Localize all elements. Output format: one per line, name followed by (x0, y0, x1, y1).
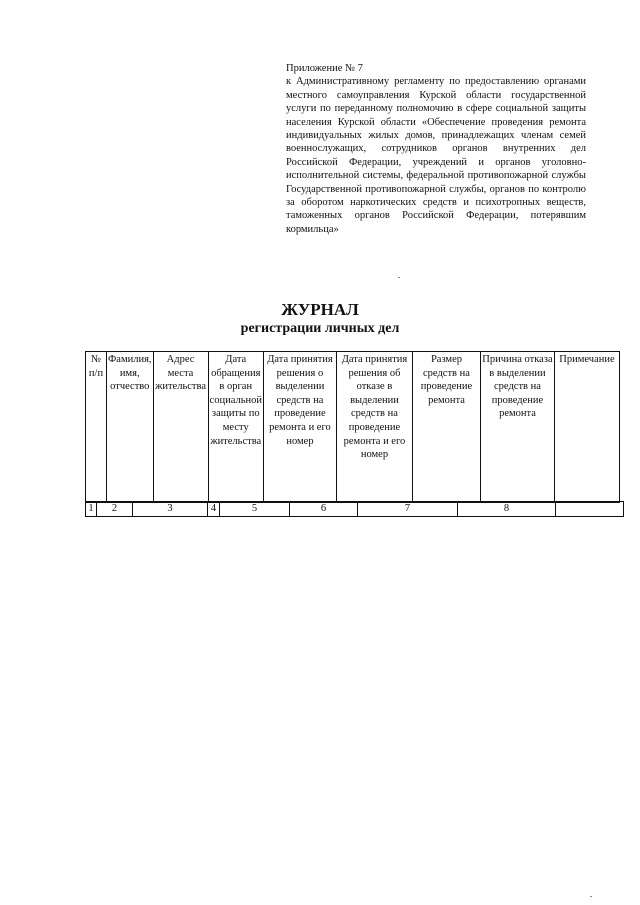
column-number: 8 (458, 502, 556, 517)
column-header: Дата принятия решения о выделении средств на проведение ремонта и его номер (263, 352, 336, 503)
journal-table (85, 351, 620, 503)
column-number: 5 (220, 502, 290, 517)
column-header: Причина отказа в выделении средств на проведение ремонта (480, 352, 554, 503)
column-header: № п/п (86, 352, 107, 503)
column-header: Дата обращения в орган социальной защиты по месту жительства (208, 352, 263, 503)
column-number: 1 (86, 502, 97, 517)
column-header: Фамилия, имя, отчество (107, 352, 154, 503)
table-header-row (86, 352, 620, 503)
column-number: 4 (208, 502, 220, 517)
appendix-title: Приложение № 7 (286, 63, 363, 74)
scan-speck (590, 896, 592, 897)
column-header: Примечание (554, 352, 619, 503)
column-header: Дата принятия решения об отказе в выделении средств на проведение ремонта и его номер (336, 352, 412, 503)
journal-subtitle: регистрации личных дел (240, 321, 400, 336)
appendix-block (286, 62, 586, 236)
column-number: 3 (133, 502, 208, 517)
column-number (556, 502, 624, 517)
column-number: 7 (358, 502, 458, 517)
journal-title: ЖУРНАЛ (281, 300, 359, 319)
column-header: Размер средств на проведение ремонта (412, 352, 480, 503)
appendix-text: к Административному регламенту по предоставлению органами местного самоуправления Курской области государственной услуги по переданному полномочию в сфере социальной защиты населения Курской области «Обеспечение проведения ремонта индивидуальных жилых домов, принадлежащих членам семей военнослужащих, сотрудников органов внутренних дел Российской Федерации, учреждений и органов уголовно-исполнительной системы, федеральной противопожарной службы Государственной противопожарной службы, органов по контролю за оборотом наркотических средств и психотропных веществ, таможенных органов Российской Федерации, потерявшим кормильца» (286, 76, 586, 235)
column-number-row (85, 501, 624, 517)
column-number: 2 (97, 502, 133, 517)
scan-speck (398, 277, 400, 278)
column-number: 6 (290, 502, 358, 517)
column-header: Адрес места жительства (153, 352, 208, 503)
